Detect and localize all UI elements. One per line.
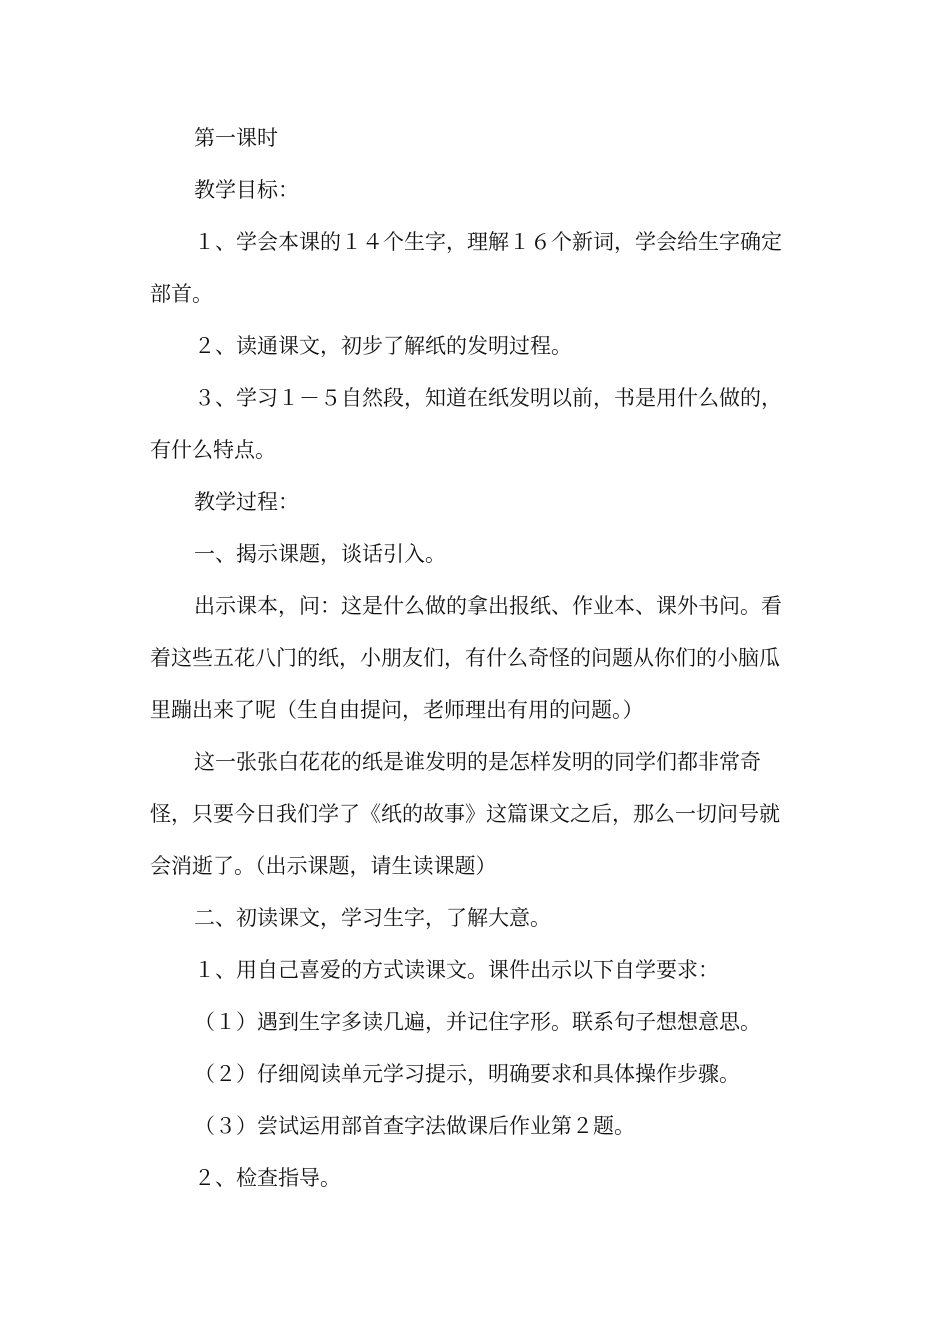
goal-item-3: ３、学习１－５自然段，知道在纸发明以前，书是用什么做的，有什么特点。 — [150, 386, 782, 462]
sub-item-1: （１）遇到生字多读几遍，并记住字形。联系句子想想意思。 — [194, 1010, 761, 1034]
sub-item-2: （２）仔细阅读单元学习提示，明确要求和具体操作步骤。 — [194, 1062, 740, 1086]
section-1-heading: 一、揭示课题，谈话引入。 — [194, 542, 446, 566]
teaching-goals-heading: 教学目标： — [194, 178, 299, 202]
step-item-1: １、用自己喜爱的方式读课文。课件出示以下自学要求： — [194, 958, 719, 982]
goal-item-1: １、学会本课的１４个生字，理解１６个新词，学会给生字确定部首。 — [150, 230, 782, 306]
body-paragraph: 这一张张白花花的纸是谁发明的是怎样发明的同学们都非常奇怪，只要今日我们学了《纸的故事》这篇课文之后，那么一切问号就会消逝了。（出示课题，请生读课题） — [150, 750, 780, 878]
document-body — [150, 112, 800, 1204]
sub-item-3: （３）尝试运用部首查字法做课后作业第２题。 — [194, 1114, 635, 1138]
goal-item-2: ２、读通课文，初步了解纸的发明过程。 — [194, 334, 572, 358]
step-item-2: ２、检查指导。 — [194, 1166, 341, 1190]
section-2-heading: 二、初读课文，学习生字，了解大意。 — [194, 906, 551, 930]
body-paragraph: 出示课本，问：这是什么做的拿出报纸、作业本、课外书问。看着这些五花八门的纸，小朋友们，有什么奇怪的问题从你们的小脑瓜里蹦出来了呢（生自由提问，老师理出有用的问题。） — [150, 594, 782, 722]
teaching-process-heading: 教学过程： — [194, 490, 299, 514]
lesson-period-heading: 第一课时 — [194, 126, 278, 150]
